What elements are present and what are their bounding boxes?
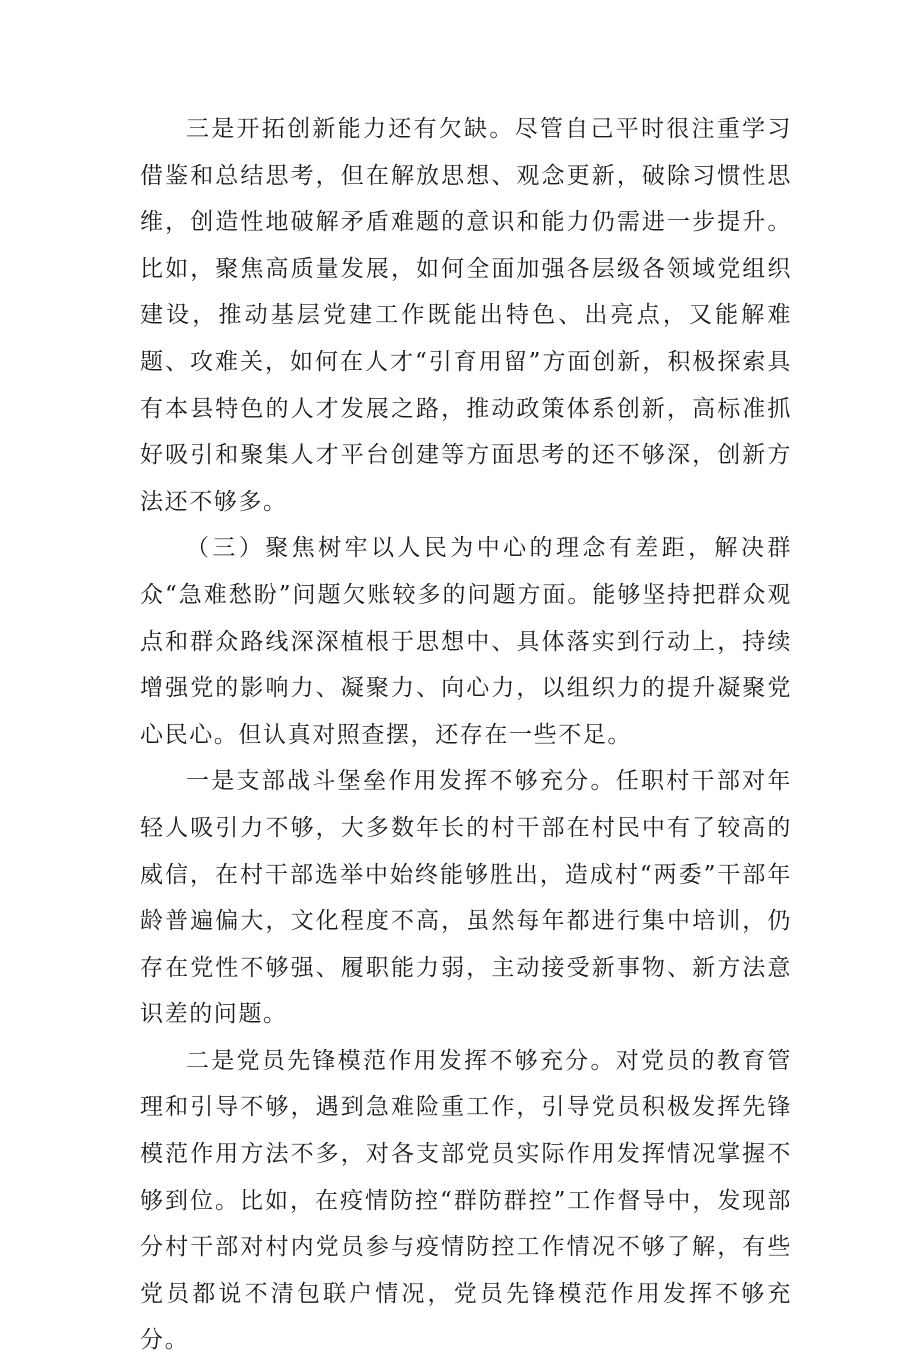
paragraph-branch-fortress-role: 一是支部战斗堡垒作用发挥不够充分。任职村干部对年轻人吸引力不够，大多数年长的村干部在村民中有了较高的威信，在村干部选举中始终能够胜出，造成村“两委”干部年龄普遍偏大，文化程度不高，虽然每年都进行集中培训，仍存在党性不够强、履职能力弱，主动接受新事物、新方法意识差的问题。 — [140, 768, 792, 1028]
paragraph-party-member-vanguard-role: 二是党员先锋模范作用发挥不够充分。对党员的教育管理和引导不够，遇到急难险重工作，引导党员积极发挥先锋模范作用方法不多，对各支部党员实际作用发挥情况掌握不够到位。比如，在疫情防控“群防群控”工作督导中，发现部分村干部对村内党员参与疫情防控工作情况不够了解，有些党员都说不清包联户情况，党员先锋模范作用发挥不够充分。 — [140, 1047, 792, 1354]
paragraph-section-three-heading: （三）聚焦树牢以人民为中心的理念有差距，解决群众“急难愁盼”问题欠账较多的问题方面。能够坚持把群众观点和群众路线深深植根于思想中、具体落实到行动上，持续增强党的影响力、凝聚力、向心力，以组织力的提升凝聚党心民心。但认真对照查摆，还存在一些不足。 — [140, 535, 792, 748]
document-body — [140, 106, 792, 1364]
paragraph-innovation-capability: 三是开拓创新能力还有欠缺。尽管自己平时很注重学习借鉴和总结思考，但在解放思想、观念更新，破除习惯性思维，创造性地破解矛盾难题的意识和能力仍需进一步提升。比如，聚焦高质量发展，如何全面加强各层级各领域党组织建设，推动基层党建工作既能出特色、出亮点，又能解难题、攻难关，如何在人才“引育用留”方面创新，积极探索具有本县特色的人才发展之路，推动政策体系创新，高标准抓好吸引和聚集人才平台创建等方面思考的还不够深，创新方法还不够多。 — [140, 116, 792, 515]
